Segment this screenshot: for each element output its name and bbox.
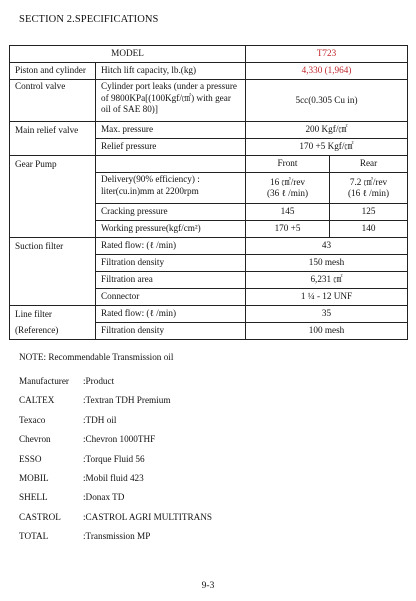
oil-row (19, 527, 212, 546)
suction-density-value: 150 mesh (246, 255, 408, 272)
piston-value: 4,330 (1,964) (246, 63, 408, 80)
delivery-rear-rev: 7.2 ㎤/rev (349, 176, 388, 187)
oil-product: :TDH oil (83, 414, 117, 425)
relief-pressure-row (10, 139, 408, 156)
control-valve-category: Control valve (10, 80, 96, 122)
line-rated-row (10, 306, 408, 323)
main-relief-row (10, 122, 408, 139)
delivery-front-rev: 16 ㎤/rev (270, 176, 305, 187)
line-density-label: Filtration density (96, 323, 246, 340)
gear-pump-category: Gear Pump (10, 156, 96, 173)
oil-row (19, 430, 212, 449)
working-front: 170 +5 (246, 221, 330, 238)
suction-connector-value: 1 ¼ - 12 UNF (246, 289, 408, 306)
delivery-row (10, 173, 408, 204)
page-number: 9-3 (201, 581, 215, 591)
suction-area-value: 6,231 ㎠ (246, 272, 408, 289)
control-valve-item: Cylinder port leaks (under a pressure of 9800KPa[(100Kgf/㎠) with gear oil of SAE 80)] (96, 80, 246, 122)
suction-area-row (10, 272, 408, 289)
oil-product: :CASTROL AGRI MULTITRANS (83, 511, 212, 522)
oil-row (19, 508, 212, 527)
line-filter-category: Line filter (10, 306, 96, 323)
oil-maker: SHELL (19, 492, 48, 503)
oil-product: :Transmission MP (83, 531, 151, 542)
specifications-table (9, 45, 408, 340)
oil-row (19, 391, 212, 410)
oil-row (19, 488, 212, 507)
oil-maker: CALTEX (19, 395, 55, 406)
oil-row (19, 411, 212, 430)
oil-maker: CASTROL (19, 511, 61, 522)
control-valve-row (10, 80, 408, 122)
max-pressure-value: 200 Kgf/㎠ (246, 122, 408, 139)
cracking-rear: 125 (330, 204, 408, 221)
main-relief-category: Main relief valve (10, 122, 96, 139)
suction-density-label: Filtration density (96, 255, 246, 272)
line-rated-label: Rated flow: (ℓ /min) (96, 306, 246, 323)
oil-product: :Product (83, 376, 115, 386)
suction-area-label: Filtration area (96, 272, 246, 289)
relief-pressure-label: Relief pressure (96, 139, 246, 156)
cracking-front: 145 (246, 204, 330, 221)
oil-product: :Mobil fluid 423 (83, 473, 144, 484)
oil-maker: MOBIL (19, 473, 49, 484)
oil-product: :Donax TD (83, 492, 125, 503)
cracking-label: Cracking pressure (96, 204, 246, 221)
oil-maker: Manufacturer (19, 376, 69, 386)
suction-connector-row (10, 289, 408, 306)
delivery-label: Delivery(90% efficiency) : liter(cu.in)mm at 2200rpm (96, 173, 246, 204)
section-title: SECTION 2.SPECIFICATIONS (19, 14, 159, 25)
gear-pump-header-row (10, 156, 408, 173)
oil-list (19, 372, 212, 547)
line-density-value: 100 mesh (246, 323, 408, 340)
oil-product: :Torque Fluid 56 (83, 453, 145, 464)
note-heading: NOTE: Recommendable Transmission oil (19, 352, 174, 362)
working-row (10, 221, 408, 238)
oil-row (19, 469, 212, 488)
rear-header: Rear (330, 156, 408, 173)
delivery-rear-flow: (16 ℓ /min) (347, 188, 390, 198)
piston-item: Hitch lift capacity, lb.(kg) (96, 63, 246, 80)
line-density-row (10, 323, 408, 340)
suction-filter-category: Suction filter (10, 238, 96, 255)
oil-maker: Texaco (19, 414, 46, 425)
control-valve-value: 5cc(0.305 Cu in) (246, 80, 408, 122)
working-label: Working pressure(kgf/cm²) (96, 221, 246, 238)
oil-product: :Chevron 1000THF (83, 434, 156, 445)
oil-maker: ESSO (19, 453, 42, 464)
relief-pressure-value: 170 +5 Kgf/㎠ (246, 139, 408, 156)
suction-rated-value: 43 (246, 238, 408, 255)
piston-category: Piston and cylinder (10, 63, 96, 80)
oil-maker: Chevron (19, 434, 51, 445)
oil-row (19, 372, 212, 391)
max-pressure-label: Max. pressure (96, 122, 246, 139)
model-value: T723 (246, 46, 408, 63)
suction-rated-label: Rated flow: (ℓ /min) (96, 238, 246, 255)
delivery-front-flow: (36 ℓ /min) (266, 188, 309, 198)
model-row (10, 46, 408, 63)
suction-density-row (10, 255, 408, 272)
line-filter-reference: (Reference) (10, 323, 96, 340)
suction-rated-row (10, 238, 408, 255)
piston-row (10, 63, 408, 80)
cracking-row (10, 204, 408, 221)
oil-product: :Textran TDH Premium (83, 395, 171, 406)
oil-row (19, 450, 212, 469)
working-rear: 140 (330, 221, 408, 238)
model-label: MODEL (10, 46, 246, 63)
suction-connector-label: Connector (96, 289, 246, 306)
line-rated-value: 35 (246, 306, 408, 323)
oil-maker: TOTAL (19, 531, 49, 542)
front-header: Front (246, 156, 330, 173)
